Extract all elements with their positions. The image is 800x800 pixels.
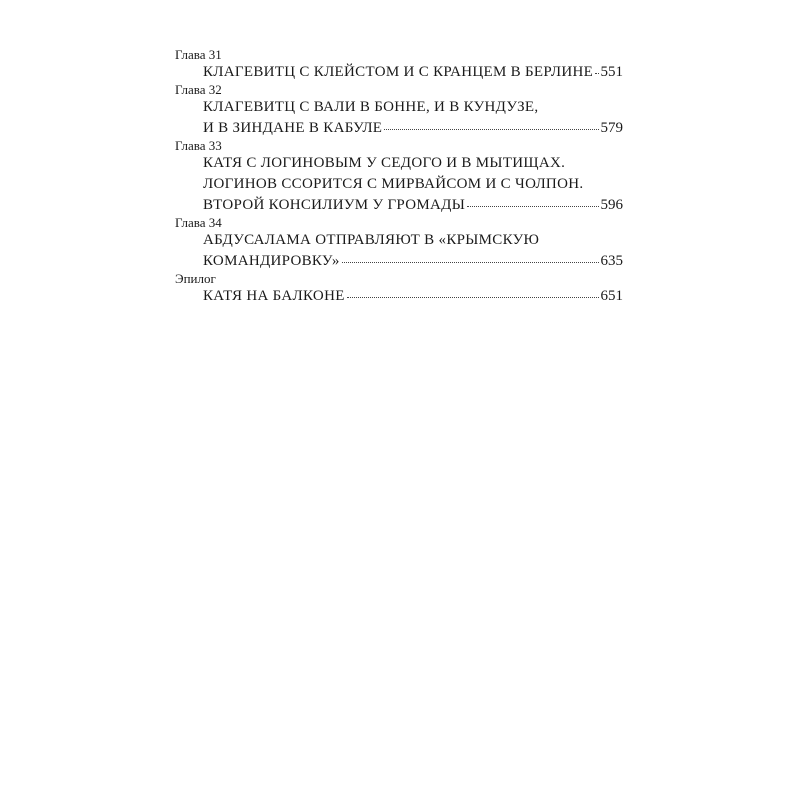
dot-leader [342,262,599,263]
page-number: 635 [600,253,623,269]
chapter-title-line: КАТЯ НА БАЛКОНЕ [203,288,345,304]
chapter-title [203,286,623,307]
dot-leader [347,297,599,298]
page-number: 596 [600,197,623,213]
toc-section-chapter-32 [175,83,623,139]
toc-section-chapter-34 [175,216,623,272]
page-number: 651 [600,288,623,304]
page-number: 551 [600,64,623,80]
toc-entry-line [203,251,623,272]
toc-entry-line [203,286,623,307]
chapter-title-line: АБДУСАЛАМА ОТПРАВЛЯЮТ В «КРЫМСКУЮ [203,232,540,248]
chapter-title [203,97,623,139]
page-number: 579 [600,120,623,136]
chapter-title-line: КЛАГЕВИТЦ С КЛЕЙСТОМ И С КРАНЦЕМ В БЕРЛИНЕ [203,64,594,80]
dot-leader [384,129,598,130]
chapter-heading: Глава 33 [175,138,222,153]
toc-section-chapter-31 [175,48,623,83]
chapter-title-line: ЛОГИНОВ ССОРИТСЯ С МИРВАЙСОМ И С ЧОЛПОН. [203,176,584,192]
chapter-heading: Эпилог [175,271,216,286]
toc-section-chapter-33 [175,139,623,216]
table-of-contents [175,48,623,307]
chapter-heading: Глава 34 [175,215,222,230]
chapter-title-line: КОМАНДИРОВКУ» [203,253,340,269]
chapter-title [203,230,623,272]
dot-leader [595,73,598,74]
toc-section-epilogue [175,272,623,307]
chapter-title-line: КАТЯ С ЛОГИНОВЫМ У СЕДОГО И В МЫТИЩАХ. [203,155,566,171]
chapter-title [203,153,623,216]
chapter-title-line: И В ЗИНДАНЕ В КАБУЛЕ [203,120,383,136]
chapter-heading: Глава 32 [175,82,222,97]
dot-leader [467,206,598,207]
toc-entry-line [203,195,623,216]
chapter-title-line: КЛАГЕВИТЦ С ВАЛИ В БОННЕ, И В КУНДУЗЕ, [203,99,539,115]
chapter-title-line: ВТОРОЙ КОНСИЛИУМ У ГРОМАДЫ [203,197,466,213]
toc-entry-line [203,62,623,83]
chapter-title [203,62,623,83]
chapter-heading: Глава 31 [175,47,222,62]
toc-entry-line [203,118,623,139]
